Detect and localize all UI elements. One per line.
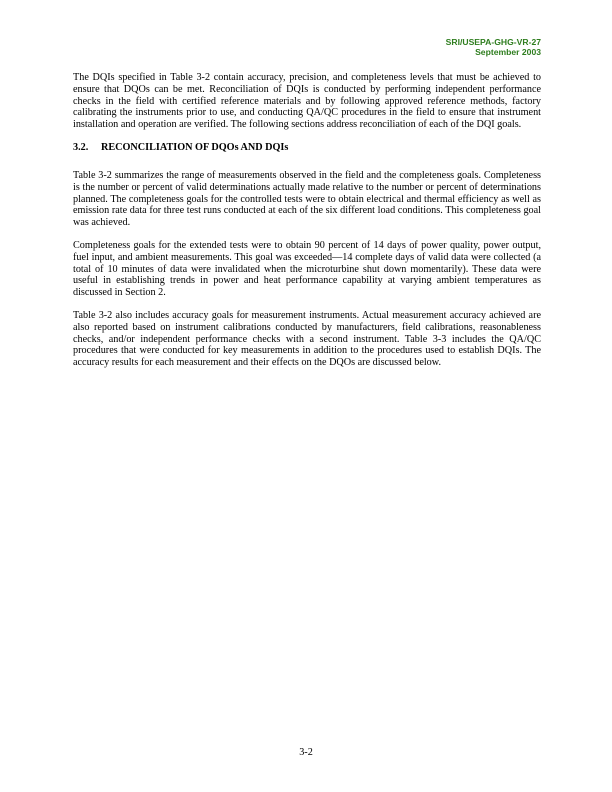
section-title: RECONCILIATION OF DQOs AND DQIs — [101, 141, 289, 153]
document-id: SRI/USEPA-GHG-VR-27 — [445, 37, 541, 47]
paragraph-extended-tests: Completeness goals for the extended tests were to obtain 90 percent of 14 days of power quality, power output, fuel input, and ambient measurements. This goal was exceeded—14 complete days of valid data were collected (a total of 10 minutes of data were invalidated when the microturbine shut down momentarily). These data were useful in establishing trends in power and heat performance capability at varying ambient temperatures as discussed in Section 2. — [73, 239, 541, 299]
paragraph-dqi-intro: The DQIs specified in Table 3-2 contain accuracy, precision, and completeness levels that must be achieved to ensure that DQOs can be met. Reconciliation of DQIs is conducted by performing independent performance checks in the field with certified reference materials and by following approved reference methods, factory calibrating the instruments prior to use, and conducting QA/QC procedures in the field to ensure that instrument installation and operation are verified. The following sections address reconciliation of each of the DQI goals. — [73, 72, 541, 131]
document-date: September 2003 — [475, 47, 541, 57]
page-number: 3-2 — [299, 747, 313, 758]
document-header — [446, 37, 541, 57]
section-number: 3.2. — [73, 141, 89, 153]
page-body — [73, 72, 541, 380]
paragraph-completeness: Table 3-2 summarizes the range of measurements observed in the field and the completeness goals. Completeness is the number or percent of valid determinations actually made relative to the number or percent of determinations planned. The completeness goals for the controlled tests were to obtain electrical and thermal efficiency as well as emission rate data for three test runs conducted at each of the six different load conditions. This completeness goal was achieved. — [73, 169, 541, 229]
paragraph-accuracy-goals: Table 3-2 also includes accuracy goals for measurement instruments. Actual measurement accuracy achieved are also reported based on instrument calibrations conducted by manufacturers, field calibrations, reasonableness checks, and/or independent performance checks with a second instrument. Table 3-3 includes the QA/QC procedures that were conducted for key measurements in addition to the procedures used to establish DQIs. The accuracy results for each measurement and their effects on the DQOs are discussed below. — [73, 309, 541, 369]
section-heading — [73, 142, 541, 154]
